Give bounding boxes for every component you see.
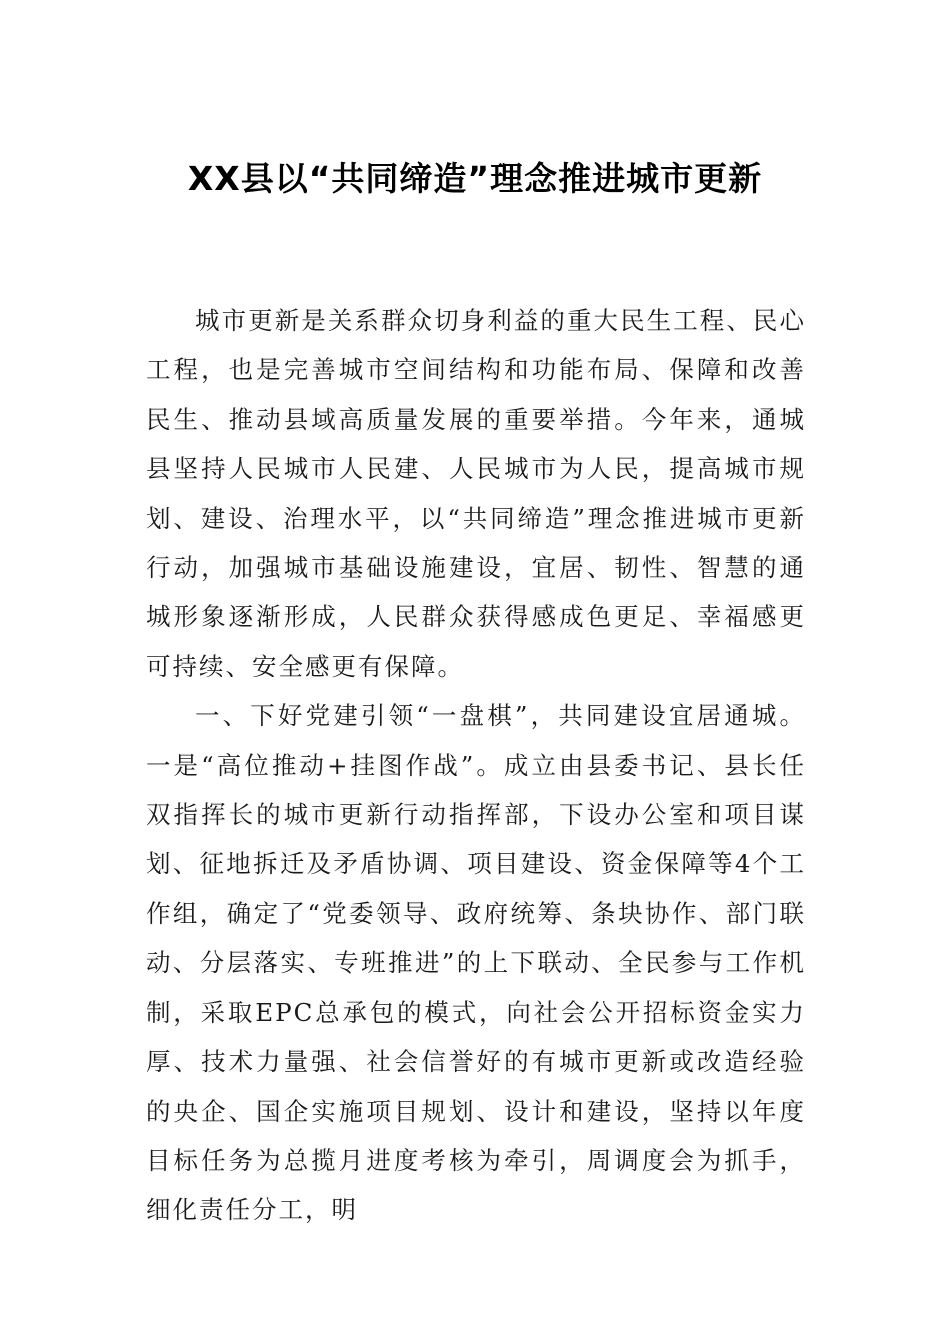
document-title: XX县以“共同缔造”理念推进城市更新 [187,159,763,198]
paragraph-section-one: 一、下好党建引领“一盘棋”，共同建设宜居通城。一是“高位推动+挂图作战”。成立由县委书记、县长任双指挥长的城市更新行动指挥部，下设办公室和项目谋划、征地拆迁及矛盾协调、项目建设、资金保障等4个工作组，确定了“党委领导、政府统筹、条块协作、部门联动、分层落实、专班推进”的上下联动、全民参与工作机制，采取EPC总承包的模式，向社会公开招标资金实力厚、技术力量强、社会信誉好的有城市更新或改造经验的央企、国企实施项目规划、设计和建设，坚持以年度目标任务为总揽月进度考核为牵引，周调度会为抓手，细化责任分工，明 [146,701,806,1225]
document-body [146,296,806,1235]
paragraph-intro: 城市更新是关系群众切身利益的重大民生工程、民心工程，也是完善城市空间结构和功能布局、保障和改善民生、推动县域高质量发展的重要举措。今年来，通城县坚持人民城市人民建、人民城市为人民，提高城市规划、建设、治理水平，以“共同缔造”理念推进城市更新行动，加强城市基础设施建设，宜居、韧性、智慧的通城形象逐渐形成，人民群众获得感成色更足、幸福感更可持续、安全感更有保障。 [146,306,806,681]
